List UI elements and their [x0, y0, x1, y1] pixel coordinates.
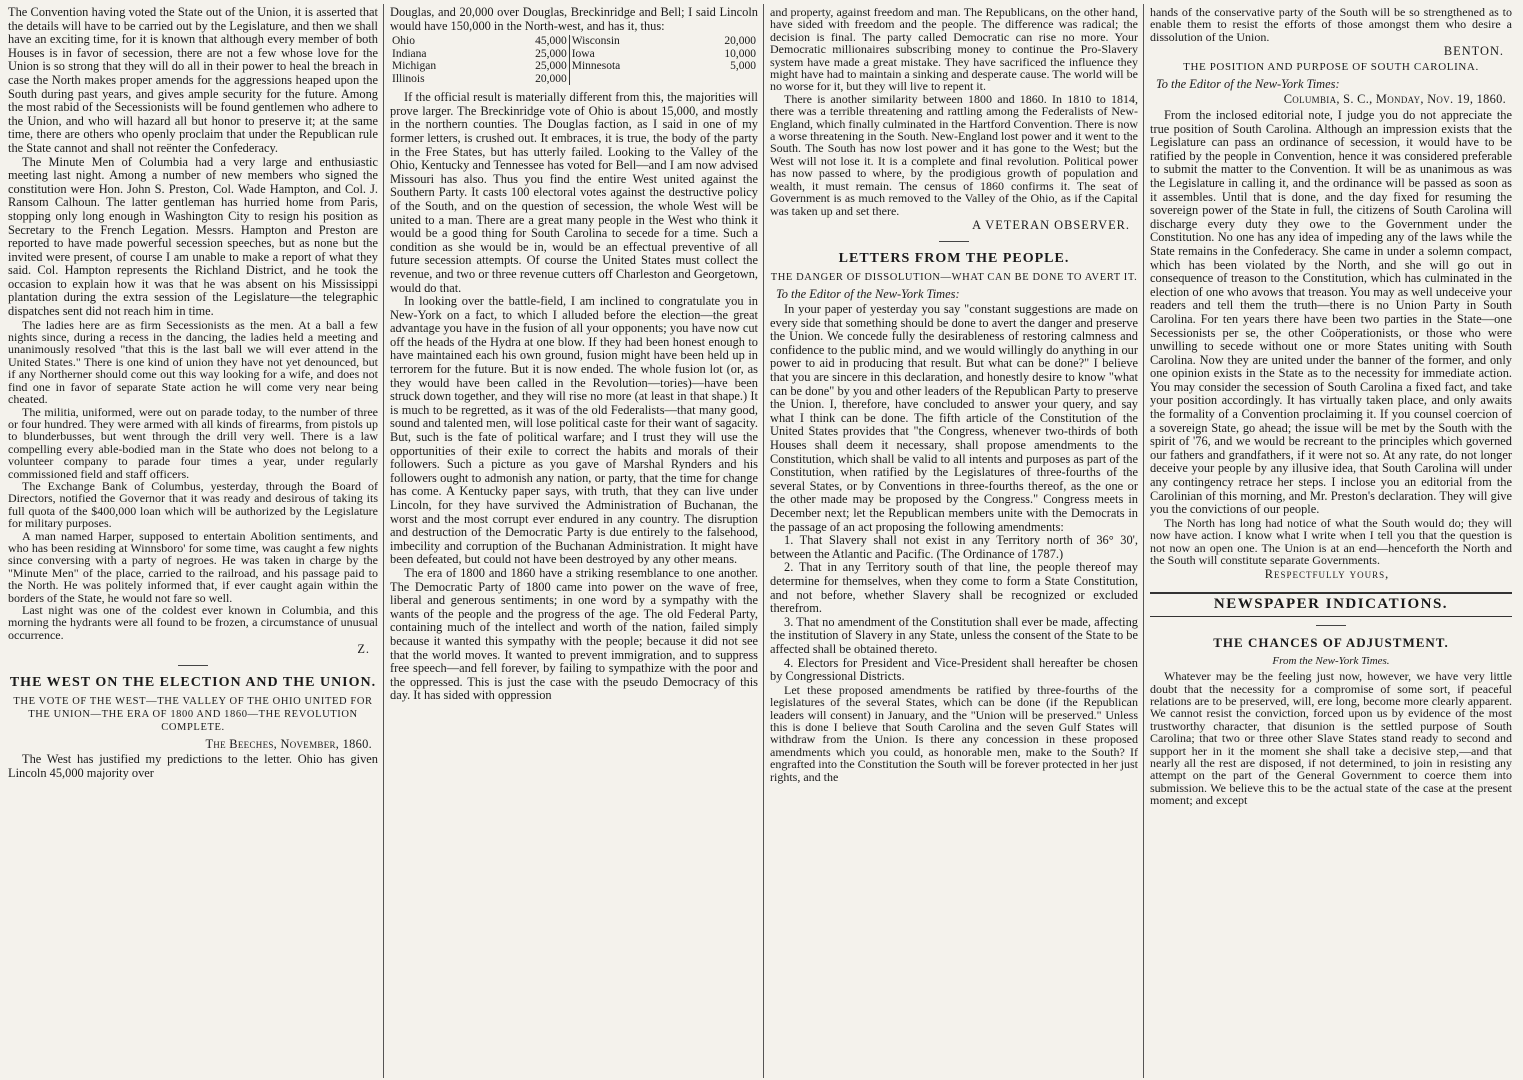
- column-3: [770, 6, 1138, 1080]
- subheadline: THE DANGER OF DISSOLUTION—WHAT CAN BE DONE TO AVERT IT.: [770, 271, 1138, 283]
- paragraph: From the inclosed editorial note, I judge you do not appreciate the true position of South Carolina. Although an impression exists that the Legislature can pass an ordinance of secession, it would have to be ratified by the people in Convention, hence it was considered preferable to submit the matter to the Convention. It will be as unanimous as was the Legislature in calling it, and the ordinance will be passed as soon as it assembles. Until that is done, and the day fixed for resuming the sovereign power of the State in full, the citizens of South Carolina will discharge every duty they owe to the Government under the Constitution. No one has any idea of impeding any of the laws while the State remains in the Confederacy. She came in under a solemn compact, which has been violated by the North, and she will go out in consequence of treason to the Constitution, which has culminated in the election of one who avows that treason. You may as well undeceive your readers and tell them the truth—there is no Union Party in South Carolina. For ten years there have been two parties in the State—one Secessionists per se, the other Coöperationists, or those who were unwilling to secede without one or more States uniting with South Carolina. Now they are united under the banner of the former, and only one opinion exists in the State as to the necessity for immediate action. You may consider the secession of South Carolina a fixed fact, and take your position accordingly. It has virtually taken place, and only awaits the formality of a Convention proclaiming it. If you counsel coercion of a sovereign State, go ahead; the issue will be met by the South with the spirit of '76, and we would be recreant to the principles which governed our fathers and grandfathers, if it were not so. At any rate, do not longer deceive your people by any illusive idea, that South Carolina will under any contingency retrace her steps. I inclose you an editorial from the Carolinian of this morning, and Mr. Preston's declaration. They will give you the convictions of our people.: [1150, 108, 1512, 517]
- state-name: [569, 73, 682, 86]
- state-name: Minnesota: [571, 60, 621, 73]
- table-row: [390, 73, 758, 86]
- paragraph: 4. Electors for President and Vice-President shall hereafter be chosen by Congressional Districts.: [770, 655, 1138, 684]
- signature: Z.: [357, 642, 370, 657]
- paragraph: 2. That in any Territory south of that line, the people thereof may determine for themselves, when they come to form a State Constitution, and not before, whether Slavery shall be recognized or excluded therefrom.: [770, 560, 1138, 616]
- table-row: [390, 35, 758, 48]
- majority-value: 25,000: [492, 48, 569, 61]
- paragraph: There is another similarity between 1800 and 1860. In 1810 to 1814, there was a terrible threatening and rattling among the Federalists of New-England, which finally culminated in the Hartford Convention. There is now a worse threatening in the South. New-England lost power and it went to the South. The South has now lost power and it has gone to the West; but the West will not lose it. It is a complete and final revolution. Political power has now passed to where, by the prodigious growth of population and wealth, it must remain. The census of 1860 confirms it. The seat of Government is as much removed to the Valley of the Ohio, as if the Capital was taken up and set there.: [770, 91, 1138, 218]
- majority-value: 25,000: [492, 60, 569, 73]
- column-rule: [1143, 4, 1144, 1078]
- column-4: [1150, 6, 1512, 1080]
- column-rule: [383, 4, 384, 1078]
- state-name: Indiana: [392, 47, 427, 60]
- paragraph: The Minute Men of Columbia had a very large and enthusiastic meeting last night. Among a number of new members who signed the constitution were Hon. John S. Preston, Col. Wade Hampton, and Col. J. Ransom Calhoun. The latter gentleman has hurried home from Paris, stopping only long enough in Washington City to resign his position as Secretary to the French Legation. Messrs. Hampton and Preston are reported to have made powerful secession speeches, but as none but the invited were present, of course I am unable to make a report of what they said. Col. Hampton represents the Richland District, and he took the occasion to explain how it was that he was absent on his Mississippi plantation during the extra session of the Legislature—the telegraphic dispatches sent did not reach him in time.: [8, 154, 378, 319]
- column-1: [8, 6, 378, 1080]
- table-row: [390, 48, 758, 61]
- paragraph: 1. That Slavery shall not exist in any Territory north of 36° 30', between the Atlantic and Pacific. (The Ordinance of 1787.): [770, 533, 1138, 561]
- paragraph: and property, against freedom and man. The Republicans, on the other hand, have sided with freedom and the people. The difference was radical; the decision is final. The party called Democratic can rise no more. Your Democratic millionaires subscribing money to continue the Pro-Slavery system have made a great mistake. They have sacrificed the influence they might have had to maintain a sinking and desperate cause. The world will be no worse for it, but they will live to repent it.: [770, 6, 1138, 94]
- to-editor-line: To the Editor of the New-York Times:: [776, 286, 960, 301]
- source-line: From the New-York Times.: [1272, 654, 1390, 667]
- column-2: [390, 6, 758, 1080]
- paragraph: A man named Harper, supposed to entertain Abolition sentiments, and who has been residing at Winnsboro' for some time, was caught a few nights since conversing with a party of negroes. He was taken in charge by the "Minute Men" of the place, carried to the railroad, and his passage paid to the North. He was politely informed that, if ever caught again within the borders of the State, he would not fare so well.: [8, 528, 378, 605]
- paragraph: The West has justified my predictions to the letter. Ohio has given Lincoln 45,000 majority over: [8, 752, 378, 780]
- majority-value: 5,000: [730, 60, 756, 73]
- paragraph: If the official result is materially different from this, the majorities will prove larger. The Breckinridge vote of Ohio is about 15,000, and mostly in the northern counties. The Douglas faction, as I said in one of my former letters, is crushed out. It embraces, it is true, the body of the party in the Free States, but has utterly failed. Looking to the Valley of the Ohio, Kentucky and Tennessee has voted for Bell—and I am now advised Missouri has also. Thus you find the entire West united against the Southern Party. It casts 100 electoral votes against the destructive policy of the South, and on the question of secession, the whole West will be united to a man. There are a great many people in the West who think it would be a good thing for South Carolina to secede for a time. Such a condition as she would be in, would be an effectual preventive of all future secession attempts. Of course the United States must collect the revenue, and two or three revenue cutters off Charleston and Georgetown, would do that.: [390, 90, 758, 295]
- majority-value: 20,000: [724, 35, 756, 48]
- paragraph: The Exchange Bank of Columbus, yesterday, through the Board of Directors, notified the Governor that it was ready and desirous of taking its full quota of the $400,000 loan which will be authorized by the Legislature for military purposes.: [8, 478, 378, 531]
- separator: [178, 665, 208, 666]
- subheadline: THE VOTE OF THE WEST—THE VALLEY OF THE OHIO UNITED FOR THE UNION—THE ERA OF 1800 AND 1860—THE REVOLUTION COMPLETE.: [13, 695, 373, 733]
- state-name: Wisconsin: [571, 35, 620, 48]
- paragraph: Let these proposed amendments be ratified by three-fourths of the legislatures of the several States, which can be done (if the Republican leaders will consent) in January, and the "Union will be preserved." Unless this is done I believe that South Carolina and the seven Gulf States will withdraw from the Union. Is there any concession in these proposed amendments which you could, as honorable men, make to the South? If engrafted into the Constitution the South will be forever protected in her just rights, and the: [770, 682, 1138, 784]
- column-rule: [763, 4, 764, 1078]
- headline: THE POSITION AND PURPOSE OF SOUTH CAROLINA.: [1183, 60, 1479, 73]
- table-row: [390, 60, 758, 73]
- paragraph: The militia, uniformed, were out on parade today, to the number of three or four hundred. They were armed with all kinds of firearms, from pistols up to blunderbusses, but went through the drill very well. There is a law compelling every able-bodied man in the State who does not belong to a volunteer company to parade four times a year, under regularly commissioned field and staff officers.: [8, 404, 378, 481]
- dateline: The Beeches, November, 1860.: [205, 736, 372, 751]
- state-name: Illinois: [392, 72, 425, 85]
- majority-value: 20,000: [492, 73, 569, 86]
- majority-value: 45,000: [492, 35, 569, 48]
- to-editor-line: To the Editor of the New-York Times:: [1156, 76, 1340, 91]
- paragraph: The North has long had notice of what the South would do; they will now have action. I know what I write when I tell you that the question is not now an open one. The Union is at an end—henceforth the North and the South will constitute separate Governments.: [1150, 515, 1512, 568]
- signature: Respectfully yours,: [1264, 567, 1390, 582]
- paragraph: Last night was one of the coldest ever known in Columbia, and this morning the hydrants were all found to be frozen, a circumstance of unusual occurrence.: [8, 603, 378, 642]
- paragraph: 3. That no amendment of the Constitution shall ever be made, affecting the institution of Slavery in any State, unless the consent of the State to be affected shall be obtained thereto.: [770, 614, 1138, 656]
- headline: LETTERS FROM THE PEOPLE.: [838, 250, 1070, 266]
- majority-value: 10,000: [724, 47, 756, 60]
- paragraph: Douglas, and 20,000 over Douglas, Breckinridge and Bell; I said Lincoln would have 150,000 in the North-west, and has it, thus:: [390, 6, 758, 33]
- separator: [1316, 625, 1346, 626]
- paragraph: The ladies here are as firm Secessionists as the men. At a ball a few nights since, during a recess in the dancing, the ladies held a meeting and unanimously resolved "that this is the last ball we will ever attend in the United States." There is one kind of union they have not yet denounced, but if any Northerner should come out this way looking for a wife, and does not find one in favor of separate State action he will come very near being cheated.: [8, 317, 378, 407]
- majority-value: [682, 73, 758, 86]
- signature: BENTON.: [1443, 44, 1504, 59]
- signature: A VETERAN OBSERVER.: [972, 217, 1130, 232]
- paragraph: In looking over the battle-field, I am inclined to congratulate you in New-York on a fact, to which I alluded before the election—the great advantage you have in the fusion of all your opponents; you have now cut off the heads of the Hydra at one blow. If they had been honest enough to have maintained each his own ground, fusion might have been held up in terrorem for the future. But it is now ended. The whole fusion lot (or, as they would have been called in the Revolution—tories)—have been struck down together, and they will rise no more (at least in that shape.) It is much to be regretted, as it was of the old Federalists—that many good, sound and talented men, will lose political caste for their want of sagacity. But, such is the fate of political warfare; and I trust they will use the opportunities of their exile to correct the habits and morals of their followers. Such a picture as you gave of Marshal Rynders and his followers ought to admonish any nation, or party, that the time for change has come. A Kentucky paper says, with truth, that they can live under Lincoln, for they have survived the Administration of Buchanan, the worst and the most corrupt ever endured in any country. The disruption and destruction of the Democratic Party is due entirely to the falsehood, imbecility and corruption of the Buchanan Administration. It might have been defeated, but could not have been destroyed by any other means.: [390, 294, 758, 567]
- state-name: Iowa: [571, 47, 595, 60]
- dateline: Columbia, S. C., Monday, Nov. 19, 1860.: [1283, 92, 1506, 107]
- section-heading: NEWSPAPER INDICATIONS.: [1150, 592, 1512, 617]
- vote-table: [390, 35, 758, 85]
- paragraph: The Convention having voted the State out of the Union, it is asserted that the details will have to be carried out by the Legislature, and then we shall have an exciting time, for it is known that although every member of both Houses is in favor of secession, there are not a few whose love for the Union is so strong that they will do all in their power to heal the breach in case the North makes proper amends for the aggressions heaped upon the South during past years, and gives ample security for the future. Among the most rabid of the Secessionists will be found gentlemen who adhere to the Union, and who will hazard all but honor to preserve it; at the same time, there are others who openly proclaim that under the Republican rule the State cannot and shall not reënter the Confederacy.: [8, 6, 378, 155]
- paragraph: The era of 1800 and 1860 have a striking resemblance to one another. The Democratic Party of 1800 came into power on the wave of free, liberal and generous sentiments; in one word by a sympathy with the wants of the people and the progress of the age. The old Federal Party, containing much of the intellect and worth of the nation, failed simply because it wanted this sympathy with the people; because it did not see that the world moves. It wanted to prevent immigration, and to suppress free speech—and fell forever, by failing to sympathize with the poor and the oppressed. This is just the case with the pseudo Democracy of this day. It has sided with oppression: [390, 565, 758, 703]
- state-name: Michigan: [392, 60, 437, 73]
- headline: THE CHANCES OF ADJUSTMENT.: [1213, 634, 1449, 650]
- headline: THE WEST ON THE ELECTION AND THE UNION.: [9, 674, 377, 690]
- paragraph: In your paper of yesterday you say "constant suggestions are made on every side that something should be done to avert the danger and preserve the Union. We concede fully the desirableness of restoring calmness and confidence to the public mind, and we would willingly do anything in our power to aid in producing that result. But what can be done?" I believe that you are sincere in this declaration, and honestly desire to know "what can be done" by you and other leaders of the Republican Party to preserve the Union. I, therefore, have concluded to answer your query, and say what I think can be done. The fifth article of the Constitution of the United States provides that "the Congress, whenever two-thirds of both Houses shall deem it necessary, shall propose amendments to the Constitution, which shall be valid to all intents and purposes as part of the Constitution, when ratified by the Legislatures of three-fourths of the several States, or by Conventions in three-fourths thereof, as the one or the other made may be proposed by the Congress." Congress meets in December next; let the Republican members unite with the Democrats in the passage of an act proposing the following amendments:: [770, 302, 1138, 534]
- state-name: Ohio: [392, 35, 415, 48]
- paragraph: hands of the conservative party of the South will be so strengthened as to enable them to resist the efforts of those amongst them who desire a dissolution of the Union.: [1150, 6, 1512, 44]
- paragraph: Whatever may be the feeling just now, however, we have very little doubt that the necessity for a compromise of some sort, if peaceful relations are to be preserved, will, ere long, become more clearly apparent. We cannot resist the conviction, forced upon us by evidence of the most trustworthy character, that disunion is the settled purpose of South Carolina; that two or three other Slave States stand ready to second and support her in it the moment she shall take a decisive step,—and that nearly all the rest are disposed, if not determined, to join in resisting any attempt on the part of the General Government to coerce them into submission. We believe this to be the actual state of the case at the present moment; and except: [1150, 669, 1512, 808]
- separator: [939, 241, 969, 242]
